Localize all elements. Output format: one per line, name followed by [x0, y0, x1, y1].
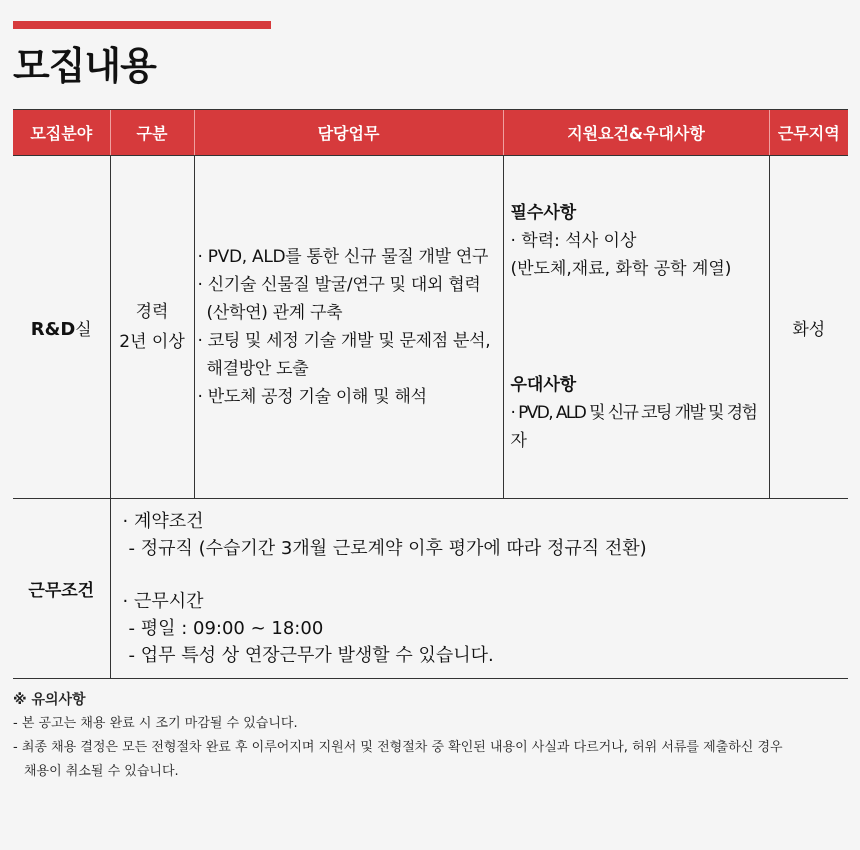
department-suffix: 실: [75, 319, 92, 340]
duty-item: · PVD, ALD를 통한 신규 물질 개발 연구: [197, 247, 489, 267]
conditions-row: [13, 499, 848, 679]
required-title: 필수사항: [510, 203, 577, 223]
department-name: R&D: [30, 318, 76, 340]
duties-list: [195, 243, 503, 411]
title-accent-bar: [13, 21, 271, 29]
duty-item: · 신기술 신물질 발굴/연구 및 대외 협력: [197, 275, 481, 295]
contract-title: · 계약조건: [122, 511, 204, 532]
duties-cell: [194, 156, 503, 499]
conditions-cell: [110, 499, 848, 679]
career-years: 2년 이상: [119, 332, 185, 352]
department-cell: [13, 156, 110, 499]
table-row: [13, 156, 848, 499]
notes-title: ※ 유의사항: [13, 692, 86, 708]
header-category: 구분: [110, 110, 194, 156]
recruitment-table: [13, 109, 848, 679]
conditions-label: 근무조건: [13, 499, 110, 679]
duty-item-continuation: 해결방안 도출: [206, 359, 309, 379]
header-field: 모집분야: [13, 110, 110, 156]
required-major: (반도체,재료, 화학 공학 계열): [510, 259, 732, 279]
header-duties: 담당업무: [194, 110, 503, 156]
notes-section: [13, 688, 848, 784]
hours-detail: - 평일 : 09:00 ~ 18:00: [128, 618, 324, 639]
hours-title: · 근무시간: [122, 591, 204, 612]
table-header-row: [13, 110, 848, 156]
overtime-notice: - 업무 특성 상 연장근무가 발생할 수 있습니다.: [128, 645, 494, 666]
contract-detail: - 정규직 (수습기간 3개월 근로계약 이후 평가에 따라 정규직 전환): [128, 538, 647, 559]
notes-line: - 본 공고는 채용 완료 시 조기 마감될 수 있습니다.: [13, 716, 298, 731]
location-cell: 화성: [769, 156, 848, 499]
requirements-cell: [503, 156, 769, 499]
duty-item: · 반도체 공정 기술 이해 및 해석: [197, 387, 427, 407]
preferred-experience: · PVD, ALD 및 신규 코팅 개발 및 경험자: [510, 403, 757, 451]
preferred-title: 우대사항: [510, 375, 577, 395]
page-title: 모집내용: [13, 44, 156, 88]
career-type: 경력: [135, 302, 169, 322]
required-education: · 학력: 석사 이상: [510, 231, 637, 251]
notes-line: - 최종 채용 결정은 모든 전형절차 완료 후 이루어지며 지원서 및 전형절차 중 확인된 내용이 사실과 다르거나, 허위 서류를 제출하신 경우: [13, 740, 783, 755]
header-location: 근무지역: [769, 110, 848, 156]
header-requirements: 지원요건&우대사항: [503, 110, 769, 156]
notes-line-continuation: 채용이 취소될 수 있습니다.: [24, 764, 179, 779]
duty-item: · 코팅 및 세정 기술 개발 및 문제점 분석,: [197, 331, 491, 351]
duty-item-continuation: (산학연) 관계 구축: [206, 303, 343, 323]
career-cell: [110, 156, 194, 499]
